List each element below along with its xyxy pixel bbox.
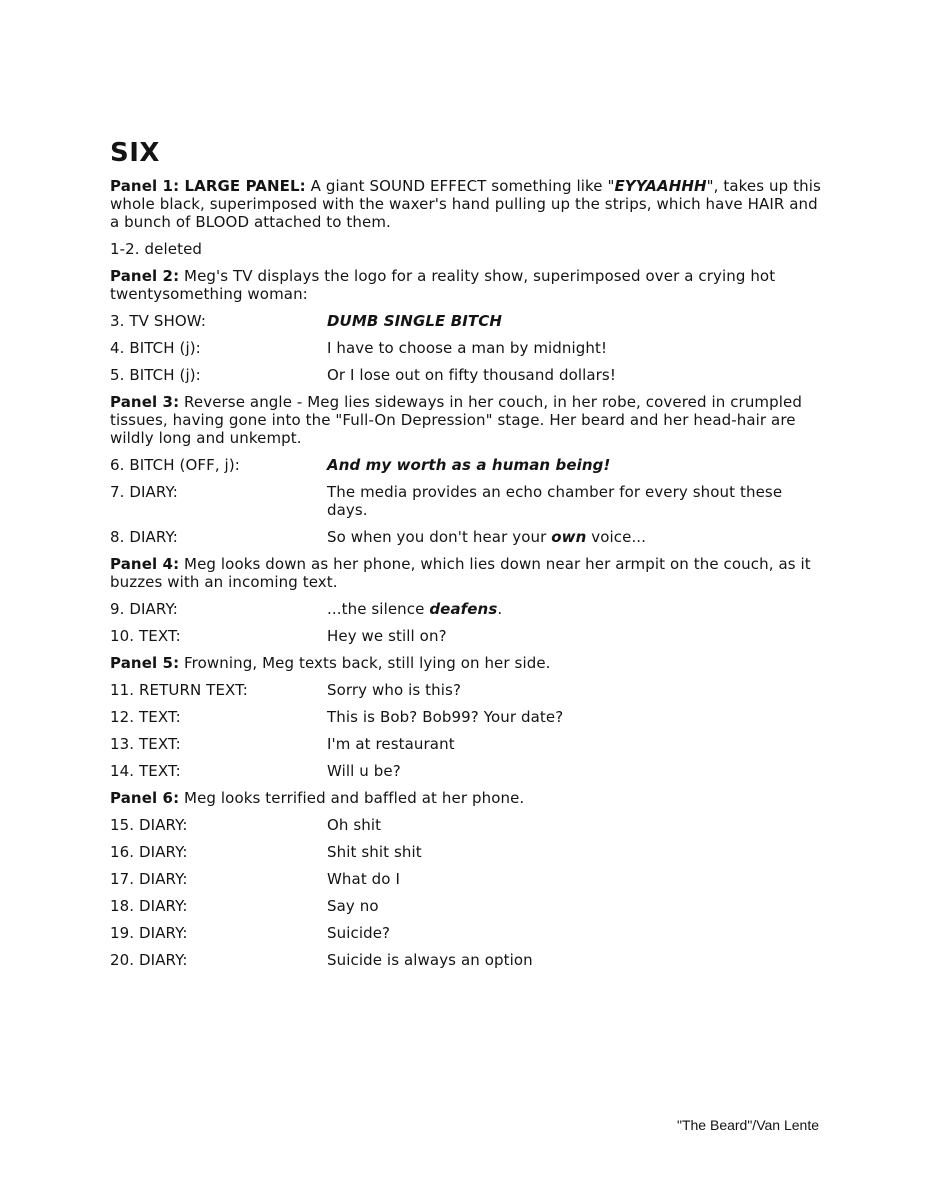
text-run: 1-2. deleted xyxy=(110,240,203,258)
text-run: Or I lose out on fifty thousand dollars! xyxy=(327,366,616,384)
dialogue-line xyxy=(110,600,822,618)
text-run: Shit shit shit xyxy=(327,843,422,861)
speaker-label: 12. TEXT: xyxy=(110,708,181,726)
dialogue-text xyxy=(327,897,822,915)
dialogue-text xyxy=(327,924,822,942)
dialogue-line xyxy=(110,627,822,645)
text-run: Frowning, Meg texts back, still lying on her side. xyxy=(179,654,551,672)
dialogue-line xyxy=(110,870,822,888)
emphasis-text: EYYAAHHH xyxy=(614,177,707,195)
dialogue-text xyxy=(327,456,822,474)
panel-description xyxy=(110,789,822,807)
dialogue-text xyxy=(327,528,822,546)
dialogue-line xyxy=(110,897,822,915)
speaker-label: 13. TEXT: xyxy=(110,735,181,753)
dialogue-line xyxy=(110,681,822,699)
panel-description xyxy=(110,393,822,447)
text-run: ...the silence xyxy=(327,600,430,618)
panel-description xyxy=(110,267,822,303)
dialogue-line xyxy=(110,843,822,861)
text-run: ", takes up this whole black, superimposed with the waxer's hand pulling up the strips, which have HAIR and a bunch of BLOOD attached to them. xyxy=(110,177,821,231)
dialogue-line xyxy=(110,483,822,519)
panel-description xyxy=(110,555,822,591)
dialogue-text xyxy=(327,951,822,969)
text-run: Hey we still on? xyxy=(327,627,447,645)
text-run: Meg looks down as her phone, which lies down near her armpit on the couch, as it buzzes with an incoming text. xyxy=(110,555,811,591)
speaker-label: 10. TEXT: xyxy=(110,627,181,645)
speaker-label: 11. RETURN TEXT: xyxy=(110,681,248,699)
text-run: Reverse angle - Meg lies sideways in her couch, in her robe, covered in crumpled tissues, having gone into the "Full-On Depression" stage. Her beard and her head-hair are wildly long and unkempt. xyxy=(110,393,802,447)
panel-description xyxy=(110,177,822,231)
dialogue-text xyxy=(327,312,822,330)
dialogue-text xyxy=(327,843,822,861)
emphasis-text: Panel 3: xyxy=(110,393,180,411)
text-run: A giant SOUND EFFECT something like " xyxy=(305,177,615,195)
speaker-label: 6. BITCH (OFF, j): xyxy=(110,456,240,474)
script-page xyxy=(110,138,822,978)
text-run: Sorry who is this? xyxy=(327,681,462,699)
dialogue-line xyxy=(110,366,822,384)
speaker-label: 7. DIARY: xyxy=(110,483,178,501)
script-note xyxy=(110,240,822,258)
dialogue-line xyxy=(110,762,822,780)
dialogue-text xyxy=(327,681,822,699)
text-run: . xyxy=(497,600,503,618)
dialogue-line xyxy=(110,735,822,753)
dialogue-text xyxy=(327,366,822,384)
dialogue-line xyxy=(110,708,822,726)
speaker-label: 14. TEXT: xyxy=(110,762,181,780)
dialogue-text xyxy=(327,762,822,780)
dialogue-line xyxy=(110,339,822,357)
dialogue-text xyxy=(327,627,822,645)
dialogue-text xyxy=(327,816,822,834)
speaker-label: 17. DIARY: xyxy=(110,870,188,888)
emphasis-text: own xyxy=(551,528,587,546)
dialogue-line xyxy=(110,528,822,546)
text-run: Suicide is always an option xyxy=(327,951,533,969)
emphasis-text: Panel 1: LARGE PANEL: xyxy=(110,177,306,195)
emphasis-text: deafens xyxy=(429,600,498,618)
dialogue-text xyxy=(327,870,822,888)
text-run: Oh shit xyxy=(327,816,382,834)
speaker-label: 4. BITCH (j): xyxy=(110,339,201,357)
text-run: voice... xyxy=(586,528,647,546)
text-run: Meg's TV displays the logo for a reality show, superimposed over a crying hot twentysomething woman: xyxy=(110,267,776,303)
dialogue-text xyxy=(327,339,822,357)
dialogue-line xyxy=(110,312,822,330)
dialogue-text xyxy=(327,600,822,618)
speaker-label: 20. DIARY: xyxy=(110,951,188,969)
emphasis-text: Panel 2: xyxy=(110,267,180,285)
text-run: Say no xyxy=(327,897,379,915)
panel-description xyxy=(110,654,822,672)
dialogue-line xyxy=(110,924,822,942)
text-run: Suicide? xyxy=(327,924,391,942)
speaker-label: 19. DIARY: xyxy=(110,924,188,942)
dialogue-line xyxy=(110,816,822,834)
speaker-label: 18. DIARY: xyxy=(110,897,188,915)
speaker-label: 16. DIARY: xyxy=(110,843,188,861)
text-run: I have to choose a man by midnight! xyxy=(327,339,608,357)
speaker-label: 9. DIARY: xyxy=(110,600,178,618)
text-run: Will u be? xyxy=(327,762,401,780)
script-body xyxy=(110,177,822,969)
speaker-label: 3. TV SHOW: xyxy=(110,312,206,330)
speaker-label: 5. BITCH (j): xyxy=(110,366,201,384)
speaker-label: 8. DIARY: xyxy=(110,528,178,546)
dialogue-line xyxy=(110,456,822,474)
emphasis-text: Panel 6: xyxy=(110,789,180,807)
dialogue-text xyxy=(327,483,822,519)
dialogue-text xyxy=(327,735,822,753)
text-run: Meg looks terrified and baffled at her phone. xyxy=(179,789,525,807)
emphasis-text: DUMB SINGLE BITCH xyxy=(327,312,502,330)
text-run: This is Bob? Bob99? Your date? xyxy=(327,708,564,726)
text-run: So when you don't hear your xyxy=(327,528,552,546)
emphasis-text: Panel 4: xyxy=(110,555,180,573)
page-footer: "The Beard"/Van Lente xyxy=(677,1117,819,1133)
speaker-label: 15. DIARY: xyxy=(110,816,188,834)
page-title: SIX xyxy=(110,138,160,168)
text-run: I'm at restaurant xyxy=(327,735,455,753)
emphasis-text: And my worth as a human being! xyxy=(327,456,611,474)
emphasis-text: Panel 5: xyxy=(110,654,180,672)
text-run: What do I xyxy=(327,870,400,888)
dialogue-line xyxy=(110,951,822,969)
dialogue-text xyxy=(327,708,822,726)
text-run: The media provides an echo chamber for every shout these days. xyxy=(327,483,783,519)
